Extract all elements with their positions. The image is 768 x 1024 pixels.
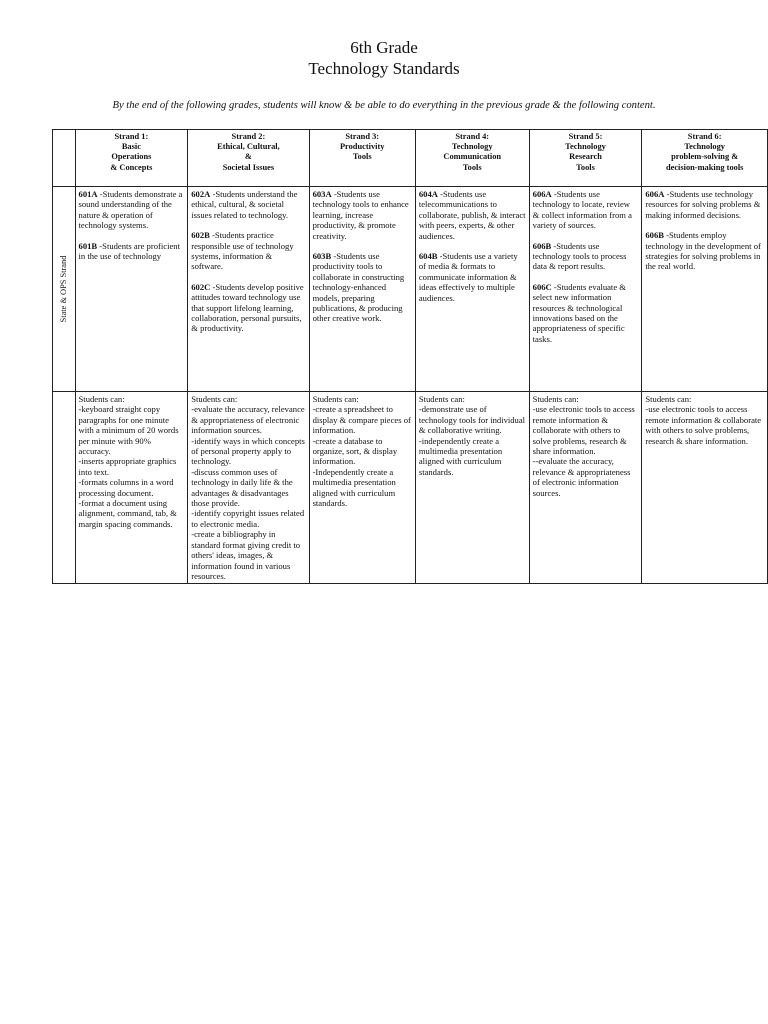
page-subtitle: By the end of the following grades, students will know & be able to do everything in the previous grade & the following content. bbox=[112, 100, 656, 111]
students-can-item: -identify ways in which concepts of personal property apply to technology. bbox=[191, 435, 305, 467]
standard-item: 604A -Students use telecommunications to collaborate, publish, & interact with peers, experts, & other audiences. bbox=[418, 189, 526, 241]
standard-item: 602C -Students develop positive attitudes toward technology use that support lifelong learning, collaboration, personal pursuits, & productivity. bbox=[191, 281, 304, 334]
standards-cell bbox=[415, 187, 529, 392]
standard-item: 601B -Students are proficient in the use of technology bbox=[78, 240, 180, 262]
students-can-item: -independently create a multimedia presentation aligned with curriculum standards. bbox=[418, 435, 503, 477]
title-line-1: 6th Grade bbox=[350, 38, 418, 57]
strand-header: Strand 3: Productivity Tools bbox=[309, 130, 415, 187]
students-can-heading: Students can: bbox=[78, 394, 125, 404]
students-can-heading: Students can: bbox=[645, 394, 692, 404]
standard-item: 604B -Students use a variety of media & formats to communicate information & ideas effectively to multiple audiences. bbox=[418, 251, 518, 303]
students-can-cell bbox=[415, 392, 529, 584]
students-can-item: -discuss common uses of technology in daily life & the advantages & disadvantages those provide. bbox=[191, 466, 293, 509]
students-can-item: -keyboard straight copy paragraphs for one minute with a minimum of 20 words per minute with 90% accuracy. bbox=[78, 404, 179, 457]
standards-cell bbox=[75, 187, 188, 392]
students-can-item: -create a spreadsheet to display & compare pieces of information. bbox=[312, 404, 411, 436]
students-can-heading: Students can: bbox=[532, 394, 579, 404]
standard-item: 606A -Students use technology resources for solving problems & making informed decisions. bbox=[645, 189, 761, 220]
students-can-cell bbox=[642, 392, 768, 584]
strand-header: Strand 1: Basic Operations & Concepts bbox=[75, 130, 188, 187]
standards-row bbox=[53, 187, 768, 392]
students-can-heading: Students can: bbox=[418, 394, 465, 404]
standard-item: 603A -Students use technology tools to enhance learning, increase productivity, & promote creativity. bbox=[312, 189, 409, 241]
standard-item: 606C -Students evaluate & select new information resources & technological innovations based on the appropriateness of specific tasks. bbox=[532, 281, 626, 344]
standard-item: 606B -Students use technology tools to process data & report results. bbox=[532, 240, 627, 272]
students-can-cell bbox=[75, 392, 188, 584]
students-can-item: -evaluate the accuracy, relevance & appropriateness of electronic information sources. bbox=[191, 404, 305, 436]
students-can-cell bbox=[309, 392, 415, 584]
students-can-item: -use electronic tools to access remote information & collaborate with others to solve problems, research & share information. bbox=[532, 404, 635, 457]
standards-cell bbox=[309, 187, 415, 392]
standard-item: 602A -Students understand the ethical, cultural, & societal issues related to technology. bbox=[191, 189, 298, 220]
row-label: State & OPS Strand bbox=[58, 255, 68, 323]
students-can-item: -demonstrate use of technology tools for individual & collaborative writing. bbox=[418, 404, 526, 436]
students-can-heading: Students can: bbox=[191, 394, 238, 404]
standards-cell bbox=[529, 187, 642, 392]
students-can-cell bbox=[529, 392, 642, 584]
students-can-heading: Students can: bbox=[312, 394, 359, 404]
header-row bbox=[53, 130, 768, 187]
strand-header: Strand 4: Technology Communication Tools bbox=[415, 130, 529, 187]
students-can-cell bbox=[188, 392, 309, 584]
students-can-item: -Independently create a multimedia presentation aligned with curriculum standards. bbox=[312, 466, 396, 509]
standard-item: 606A -Students use technology to locate, review & collect information from a variety of sources. bbox=[532, 189, 632, 231]
students-can-row bbox=[53, 392, 768, 584]
standards-table bbox=[52, 129, 768, 584]
students-can-item: -use electronic tools to access remote information & collaborate with others to solve problems, research & share information. bbox=[645, 404, 762, 446]
strand-header: Strand 2: Ethical, Cultural, & Societal Issues bbox=[188, 130, 309, 187]
standard-item: 606B -Students employ technology in the development of strategies for solving problems in the real world. bbox=[645, 230, 761, 272]
standards-cell bbox=[188, 187, 309, 392]
page-title bbox=[0, 37, 768, 79]
students-can-item: -format a document using alignment, command, tab, & margin spacing commands. bbox=[78, 498, 177, 529]
corner-cell bbox=[53, 130, 76, 187]
standard-item: 603B -Students use productivity tools to collaborate in constructing technology-enhanced models, preparing publications, & producing other creative work. bbox=[312, 251, 405, 324]
strand-header: Strand 6: Technology problem-solving & decision-making tools bbox=[642, 130, 768, 187]
students-can-item: -identify copyright issues related to electronic media. bbox=[191, 508, 305, 529]
standard-item: 601A -Students demonstrate a sound understanding of the nature & operation of technology systems. bbox=[78, 189, 183, 231]
students-can-item: -create a database to organize, sort, & display information. bbox=[312, 435, 398, 467]
standard-item: 602B -Students practice responsible use of technology systems, information & software. bbox=[191, 230, 294, 272]
row-label-cell bbox=[53, 187, 76, 392]
students-can-item: --evaluate the accuracy, relevance & appropriateness of electronic information sources. bbox=[532, 456, 631, 498]
students-can-item: -create a bibliography in standard format giving credit to others' ideas, images, & information found in various resources. bbox=[191, 529, 301, 581]
standards-cell bbox=[642, 187, 768, 392]
row-label-cell-empty bbox=[53, 392, 76, 584]
students-can-item: -inserts appropriate graphics into text. bbox=[78, 456, 177, 477]
strand-header: Strand 5: Technology Research Tools bbox=[529, 130, 642, 187]
students-can-item: -formats columns in a word processing document. bbox=[78, 477, 174, 498]
title-line-2: Technology Standards bbox=[308, 59, 460, 78]
